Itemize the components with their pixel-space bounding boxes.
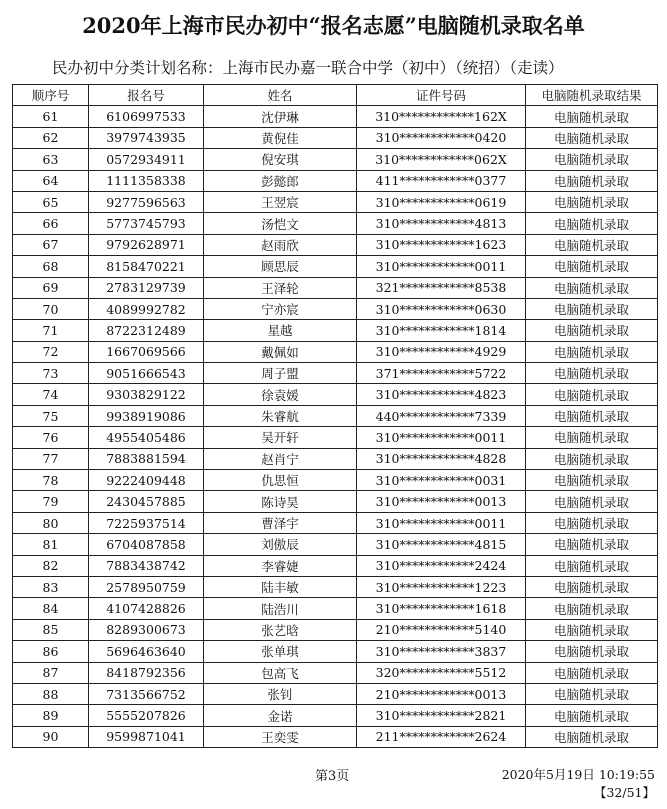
registration-number-cell: 5555207826 (89, 705, 204, 726)
admission-result-cell: 电脑随机录取 (526, 191, 658, 212)
registration-number-cell: 8722312489 (89, 320, 204, 341)
id-number-cell: 310************1814 (357, 320, 526, 341)
name-cell: 宁亦宸 (204, 298, 357, 319)
name-cell: 黄倪佳 (204, 127, 357, 148)
name-cell: 赵雨欣 (204, 234, 357, 255)
table-row (13, 341, 658, 362)
sequence-number-cell: 63 (13, 149, 89, 170)
admission-result-cell: 电脑随机录取 (526, 427, 658, 448)
name-cell: 李睿婕 (204, 555, 357, 576)
table-row (13, 427, 658, 448)
id-number-cell: 310************1623 (357, 234, 526, 255)
admission-result-cell: 电脑随机录取 (526, 127, 658, 148)
name-cell: 曹泽宇 (204, 512, 357, 533)
header-id-number: 证件号码 (357, 85, 526, 106)
id-number-cell: 211************2624 (357, 726, 526, 747)
admission-result-cell: 电脑随机录取 (526, 277, 658, 298)
sequence-number-cell: 90 (13, 726, 89, 747)
admission-result-cell: 电脑随机录取 (526, 298, 658, 319)
registration-number-cell: 4107428826 (89, 598, 204, 619)
document-title: 2020年上海市民办初中“报名志愿”电脑随机录取名单 (82, 13, 585, 38)
registration-number-cell: 2783129739 (89, 277, 204, 298)
sequence-number-cell: 69 (13, 277, 89, 298)
admission-result-cell: 电脑随机录取 (526, 598, 658, 619)
registration-number-cell: 4955405486 (89, 427, 204, 448)
name-cell: 星越 (204, 320, 357, 341)
table-row (13, 705, 658, 726)
id-number-cell: 210************0013 (357, 683, 526, 704)
table-row (13, 555, 658, 576)
table-row (13, 384, 658, 405)
sequence-number-cell: 65 (13, 191, 89, 212)
table-row (13, 191, 658, 212)
sequence-number-cell: 61 (13, 106, 89, 127)
name-cell: 陆丰敏 (204, 576, 357, 597)
registration-number-cell: 6704087858 (89, 534, 204, 555)
name-cell: 包高飞 (204, 662, 357, 683)
id-number-cell: 371************5722 (357, 363, 526, 384)
table-row (13, 448, 658, 469)
name-cell: 刘傲辰 (204, 534, 357, 555)
sequence-number-cell: 72 (13, 341, 89, 362)
registration-number-cell: 9938919086 (89, 405, 204, 426)
plan-name-subtitle: 民办初中分类计划名称：上海市民办嘉一联合中学（初中）（统招）（走读） (52, 59, 564, 77)
table-row (13, 170, 658, 191)
sequence-number-cell: 89 (13, 705, 89, 726)
admission-result-cell: 电脑随机录取 (526, 470, 658, 491)
table-row (13, 320, 658, 341)
sequence-number-cell: 80 (13, 512, 89, 533)
registration-number-cell: 2578950759 (89, 576, 204, 597)
admission-result-cell: 电脑随机录取 (526, 555, 658, 576)
sequence-number-cell: 64 (13, 170, 89, 191)
sequence-number-cell: 76 (13, 427, 89, 448)
id-number-cell: 310************2424 (357, 555, 526, 576)
name-cell: 周子盟 (204, 363, 357, 384)
admission-result-cell: 电脑随机录取 (526, 512, 658, 533)
admission-result-cell: 电脑随机录取 (526, 683, 658, 704)
id-number-cell: 310************0031 (357, 470, 526, 491)
table-row (13, 641, 658, 662)
sequence-number-cell: 84 (13, 598, 89, 619)
table-row (13, 683, 658, 704)
registration-number-cell: 9277596563 (89, 191, 204, 212)
id-number-cell: 310************4823 (357, 384, 526, 405)
registration-number-cell: 7883438742 (89, 555, 204, 576)
admission-result-cell: 电脑随机录取 (526, 705, 658, 726)
admission-result-cell: 电脑随机录取 (526, 213, 658, 234)
sequence-number-cell: 87 (13, 662, 89, 683)
admission-result-cell: 电脑随机录取 (526, 534, 658, 555)
table-row (13, 127, 658, 148)
table-row (13, 213, 658, 234)
name-cell: 张艺晗 (204, 619, 357, 640)
print-timestamp: 2020年5月19日 10:19:55 (501, 767, 655, 782)
name-cell: 王翌宸 (204, 191, 357, 212)
id-number-cell: 310************2821 (357, 705, 526, 726)
table-row (13, 619, 658, 640)
admission-result-cell: 电脑随机录取 (526, 619, 658, 640)
admission-result-cell: 电脑随机录取 (526, 106, 658, 127)
sequence-number-cell: 83 (13, 576, 89, 597)
table-row (13, 149, 658, 170)
admission-result-cell: 电脑随机录取 (526, 170, 658, 191)
header-name: 姓名 (204, 85, 357, 106)
sequence-number-cell: 66 (13, 213, 89, 234)
admission-result-cell: 电脑随机录取 (526, 491, 658, 512)
sequence-number-cell: 79 (13, 491, 89, 512)
table-row (13, 491, 658, 512)
registration-number-cell: 1667069566 (89, 341, 204, 362)
admission-result-cell: 电脑随机录取 (526, 576, 658, 597)
id-number-cell: 310************0630 (357, 298, 526, 319)
name-cell: 金诺 (204, 705, 357, 726)
admission-result-cell: 电脑随机录取 (526, 384, 658, 405)
table-header-row (13, 85, 658, 106)
page-count: 【32/51】 (593, 785, 655, 800)
registration-number-cell: 6106997533 (89, 106, 204, 127)
registration-number-cell: 9303829122 (89, 384, 204, 405)
sequence-number-cell: 73 (13, 363, 89, 384)
name-cell: 彭懿郎 (204, 170, 357, 191)
name-cell: 徐袁媛 (204, 384, 357, 405)
sequence-number-cell: 85 (13, 619, 89, 640)
id-number-cell: 320************5512 (357, 662, 526, 683)
sequence-number-cell: 78 (13, 470, 89, 491)
id-number-cell: 310************0011 (357, 427, 526, 448)
admission-result-cell: 电脑随机录取 (526, 726, 658, 747)
name-cell: 王奕雯 (204, 726, 357, 747)
sequence-number-cell: 81 (13, 534, 89, 555)
registration-number-cell: 9599871041 (89, 726, 204, 747)
sequence-number-cell: 88 (13, 683, 89, 704)
registration-number-cell: 9051666543 (89, 363, 204, 384)
admission-result-cell: 电脑随机录取 (526, 363, 658, 384)
id-number-cell: 310************4828 (357, 448, 526, 469)
id-number-cell: 210************5140 (357, 619, 526, 640)
admission-table (12, 84, 658, 748)
table-row (13, 234, 658, 255)
table-row (13, 106, 658, 127)
header-registration-number: 报名号 (89, 85, 204, 106)
name-cell: 张钊 (204, 683, 357, 704)
sequence-number-cell: 82 (13, 555, 89, 576)
id-number-cell: 440************7339 (357, 405, 526, 426)
admission-result-cell: 电脑随机录取 (526, 320, 658, 341)
name-cell: 赵肖宁 (204, 448, 357, 469)
id-number-cell: 310************162X (357, 106, 526, 127)
registration-number-cell: 9222409448 (89, 470, 204, 491)
name-cell: 张单琪 (204, 641, 357, 662)
id-number-cell: 310************062X (357, 149, 526, 170)
name-cell: 吴开轩 (204, 427, 357, 448)
name-cell: 仇思恒 (204, 470, 357, 491)
registration-number-cell: 7225937514 (89, 512, 204, 533)
admission-result-cell: 电脑随机录取 (526, 448, 658, 469)
id-number-cell: 310************4929 (357, 341, 526, 362)
id-number-cell: 310************4813 (357, 213, 526, 234)
header-sequence-number: 顺序号 (13, 85, 89, 106)
id-number-cell: 310************0011 (357, 256, 526, 277)
id-number-cell: 310************0013 (357, 491, 526, 512)
id-number-cell: 310************4815 (357, 534, 526, 555)
registration-number-cell: 7313566752 (89, 683, 204, 704)
sequence-number-cell: 67 (13, 234, 89, 255)
admission-result-cell: 电脑随机录取 (526, 662, 658, 683)
name-cell: 陈诗昊 (204, 491, 357, 512)
registration-number-cell: 8289300673 (89, 619, 204, 640)
table-row (13, 726, 658, 747)
admission-result-cell: 电脑随机录取 (526, 234, 658, 255)
registration-number-cell: 8158470221 (89, 256, 204, 277)
id-number-cell: 411************0377 (357, 170, 526, 191)
table-body (13, 106, 658, 748)
table-row (13, 298, 658, 319)
sequence-number-cell: 62 (13, 127, 89, 148)
table-row (13, 662, 658, 683)
name-cell: 戴佩如 (204, 341, 357, 362)
sequence-number-cell: 70 (13, 298, 89, 319)
page-number: 第3页 (315, 769, 350, 784)
sequence-number-cell: 77 (13, 448, 89, 469)
sequence-number-cell: 68 (13, 256, 89, 277)
id-number-cell: 310************1223 (357, 576, 526, 597)
table-row (13, 534, 658, 555)
registration-number-cell: 9792628971 (89, 234, 204, 255)
header-admission-result: 电脑随机录取结果 (526, 85, 658, 106)
registration-number-cell: 0572934911 (89, 149, 204, 170)
table-row (13, 598, 658, 619)
name-cell: 倪安琪 (204, 149, 357, 170)
registration-number-cell: 7883881594 (89, 448, 204, 469)
registration-number-cell: 8418792356 (89, 662, 204, 683)
table-row (13, 576, 658, 597)
registration-number-cell: 4089992782 (89, 298, 204, 319)
id-number-cell: 310************0011 (357, 512, 526, 533)
registration-number-cell: 1111358338 (89, 170, 204, 191)
table-row (13, 256, 658, 277)
name-cell: 沈伊琳 (204, 106, 357, 127)
registration-number-cell: 3979743935 (89, 127, 204, 148)
id-number-cell: 321************8538 (357, 277, 526, 298)
sequence-number-cell: 71 (13, 320, 89, 341)
sequence-number-cell: 75 (13, 405, 89, 426)
id-number-cell: 310************0420 (357, 127, 526, 148)
admission-result-cell: 电脑随机录取 (526, 256, 658, 277)
admission-result-cell: 电脑随机录取 (526, 405, 658, 426)
admission-result-cell: 电脑随机录取 (526, 149, 658, 170)
registration-number-cell: 5696463640 (89, 641, 204, 662)
name-cell: 汤恺文 (204, 213, 357, 234)
name-cell: 陆浩川 (204, 598, 357, 619)
name-cell: 朱睿航 (204, 405, 357, 426)
sequence-number-cell: 74 (13, 384, 89, 405)
table-row (13, 470, 658, 491)
registration-number-cell: 5773745793 (89, 213, 204, 234)
admission-result-cell: 电脑随机录取 (526, 641, 658, 662)
admission-result-cell: 电脑随机录取 (526, 341, 658, 362)
registration-number-cell: 2430457885 (89, 491, 204, 512)
name-cell: 顾思辰 (204, 256, 357, 277)
sequence-number-cell: 86 (13, 641, 89, 662)
id-number-cell: 310************0619 (357, 191, 526, 212)
table-row (13, 512, 658, 533)
table-row (13, 363, 658, 384)
table-row (13, 277, 658, 298)
id-number-cell: 310************1618 (357, 598, 526, 619)
id-number-cell: 310************3837 (357, 641, 526, 662)
name-cell: 王泽轮 (204, 277, 357, 298)
table-row (13, 405, 658, 426)
